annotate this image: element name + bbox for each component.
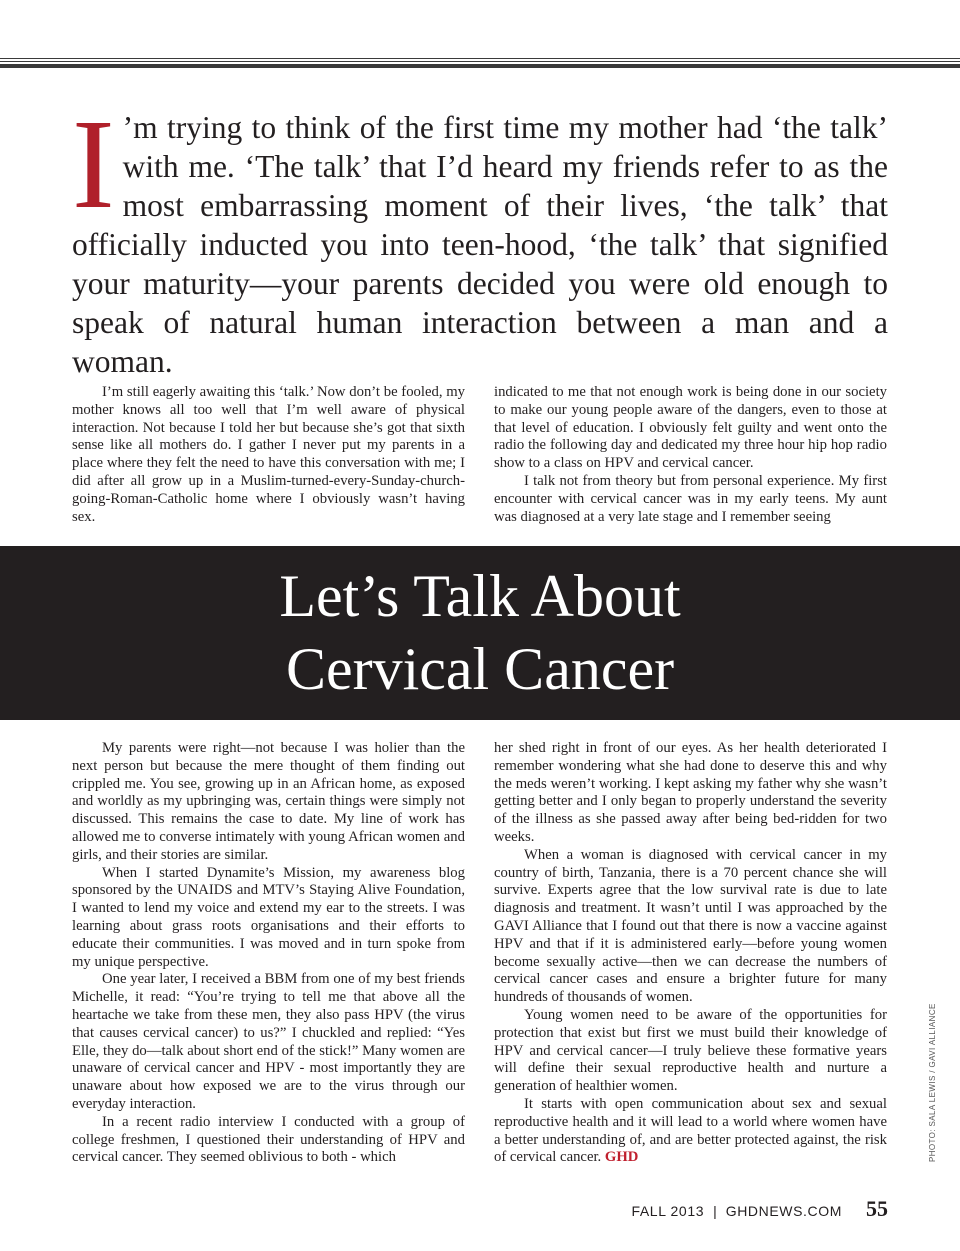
paragraph: One year later, I received a BBM from one of my best friends Michelle, it read: “You’re trying to tell me that above all the heartache we take from these men, they also pass HPV (the virus that causes cervical cancer) to us?” I chuckled and replied: “Yes Elle, they do—talk about short end of the stick!” Many women are unaware of cervical cancer and HPV - most importantly they are unaware about how exposed we are to the virus through our everyday interaction. (72, 971, 465, 1112)
column-bottom-right (494, 740, 887, 1167)
article-title-line-1: Let’s Talk About (279, 563, 681, 629)
top-rule-thin-2 (0, 61, 960, 62)
paragraph: When I started Dynamite’s Mission, my awareness blog sponsored by the UNAIDS and MTV’s Staying Alive Foundation, I wanted to lend my voice and extend my ear to the streets. I was learning about grass roots organisations and their efforts to educate their communities. I was moved and in turn spoke from my unique perspective. (72, 864, 465, 970)
page-number: 55 (866, 1196, 888, 1221)
column-top-right (494, 384, 887, 526)
intro-text: ’m trying to think of the first time my mother had ‘the talk’ with me. ‘The talk’ that I’d heard my friends refer to as the most embarrassing moment of their lives, ‘the talk’ that officially inducted you into teen-hood, ‘the talk’ that signified your maturity—your parents decided you were old enough to speak of natural human interaction between a man and a woman. (72, 110, 888, 379)
top-rule-thin-1 (0, 58, 960, 59)
paragraph: My parents were right—not because I was holier than the next person but because the mere thought of them finding out crippled me. You see, growing up in an African home, as exposed and worldly as my upbringing was, certain things were simply not discussed. This remains the case to date. My line of work has allowed me to converse intimately with young African women and girls, and their stories are similar. (72, 740, 465, 863)
paragraph: indicated to me that not enough work is being done in our society to make our young people aware of the dangers, even to those at that level of education. I obviously felt guilty and went onto the radio the following day and dedicated my three hour hip hop radio show to a class on HPV and cervical cancer. (494, 384, 887, 472)
drop-cap: I (72, 93, 115, 235)
photo-credit: PHOTO: SALA LEWIS / GAVI ALLIANCE (928, 1003, 937, 1162)
website-label: GHDNEWS.COM (725, 1203, 842, 1219)
paragraph-final (494, 1096, 887, 1167)
issue-label: FALL 2013 (631, 1203, 705, 1219)
paragraph-final-text: It starts with open communication about sex and sexual reproductive health and it will lead to a world where women have a better understanding of, and are better protected against, the risk of cervical cancer. (494, 1095, 887, 1166)
paragraph: I’m still eagerly awaiting this ‘talk.’ Now don’t be fooled, my mother knows all too well that I’m well aware of physical interaction. Not because I told her but because she’s got that sixth sense like all mothers do. I gather I never put my parents in a place where they felt the need to have this conversation with me; I did after all grow up in a Muslim-turned-every-Sunday-church-going-Roman-Catholic home where I obviously wasn’t having sex. (72, 384, 465, 525)
top-rule-thick (0, 64, 960, 68)
footer-separator: | (713, 1203, 717, 1219)
paragraph: Young women need to be aware of the opportunities for protection that exist but first we must build their knowledge of HPV and cervical cancer—I truly believe these formative years will define their sexual reproductive health and nurture a generation of healthier women. (494, 1006, 887, 1095)
paragraph: In a recent radio interview I conducted with a group of college freshmen, I questioned their understanding of HPV and cervical cancer. They seemed oblivious to both - which (72, 1113, 465, 1166)
end-mark: GHD (604, 1149, 639, 1166)
paragraph: her shed right in front of our eyes. As her health deteriorated I remember wondering what she had done to deserve this and why the meds weren’t working. I kept asking my father why she wasn’t getting better and I only began to properly understand the severity of the illness as she passed away after being bed-ridden for two weeks. (494, 740, 887, 845)
paragraph: I talk not from theory but from personal experience. My first encounter with cervical cancer was in my early teens. My aunt was diagnosed at a very late stage and I remember seeing (494, 472, 887, 525)
article-title (0, 560, 960, 706)
paragraph: When a woman is diagnosed with cervical cancer in my country of birth, Tanzania, there is a 70 percent chance she will survive. Experts agree that the low survival rate is due to late diagnosis and treatment. It wasn’t until I was approached by the GAVI Alliance that I found out that there is now a vaccine against HPV and that if it is administered early—before young women become sexually active—then we can decrease the numbers of cervical cancer cases and ensure a brighter future for many hundreds of thousands of women. (494, 846, 887, 1006)
column-bottom-left (72, 740, 465, 1167)
article-title-line-2: Cervical Cancer (285, 636, 675, 702)
column-top-left (72, 384, 465, 526)
intro-paragraph (72, 93, 888, 381)
page-footer (631, 1196, 888, 1222)
